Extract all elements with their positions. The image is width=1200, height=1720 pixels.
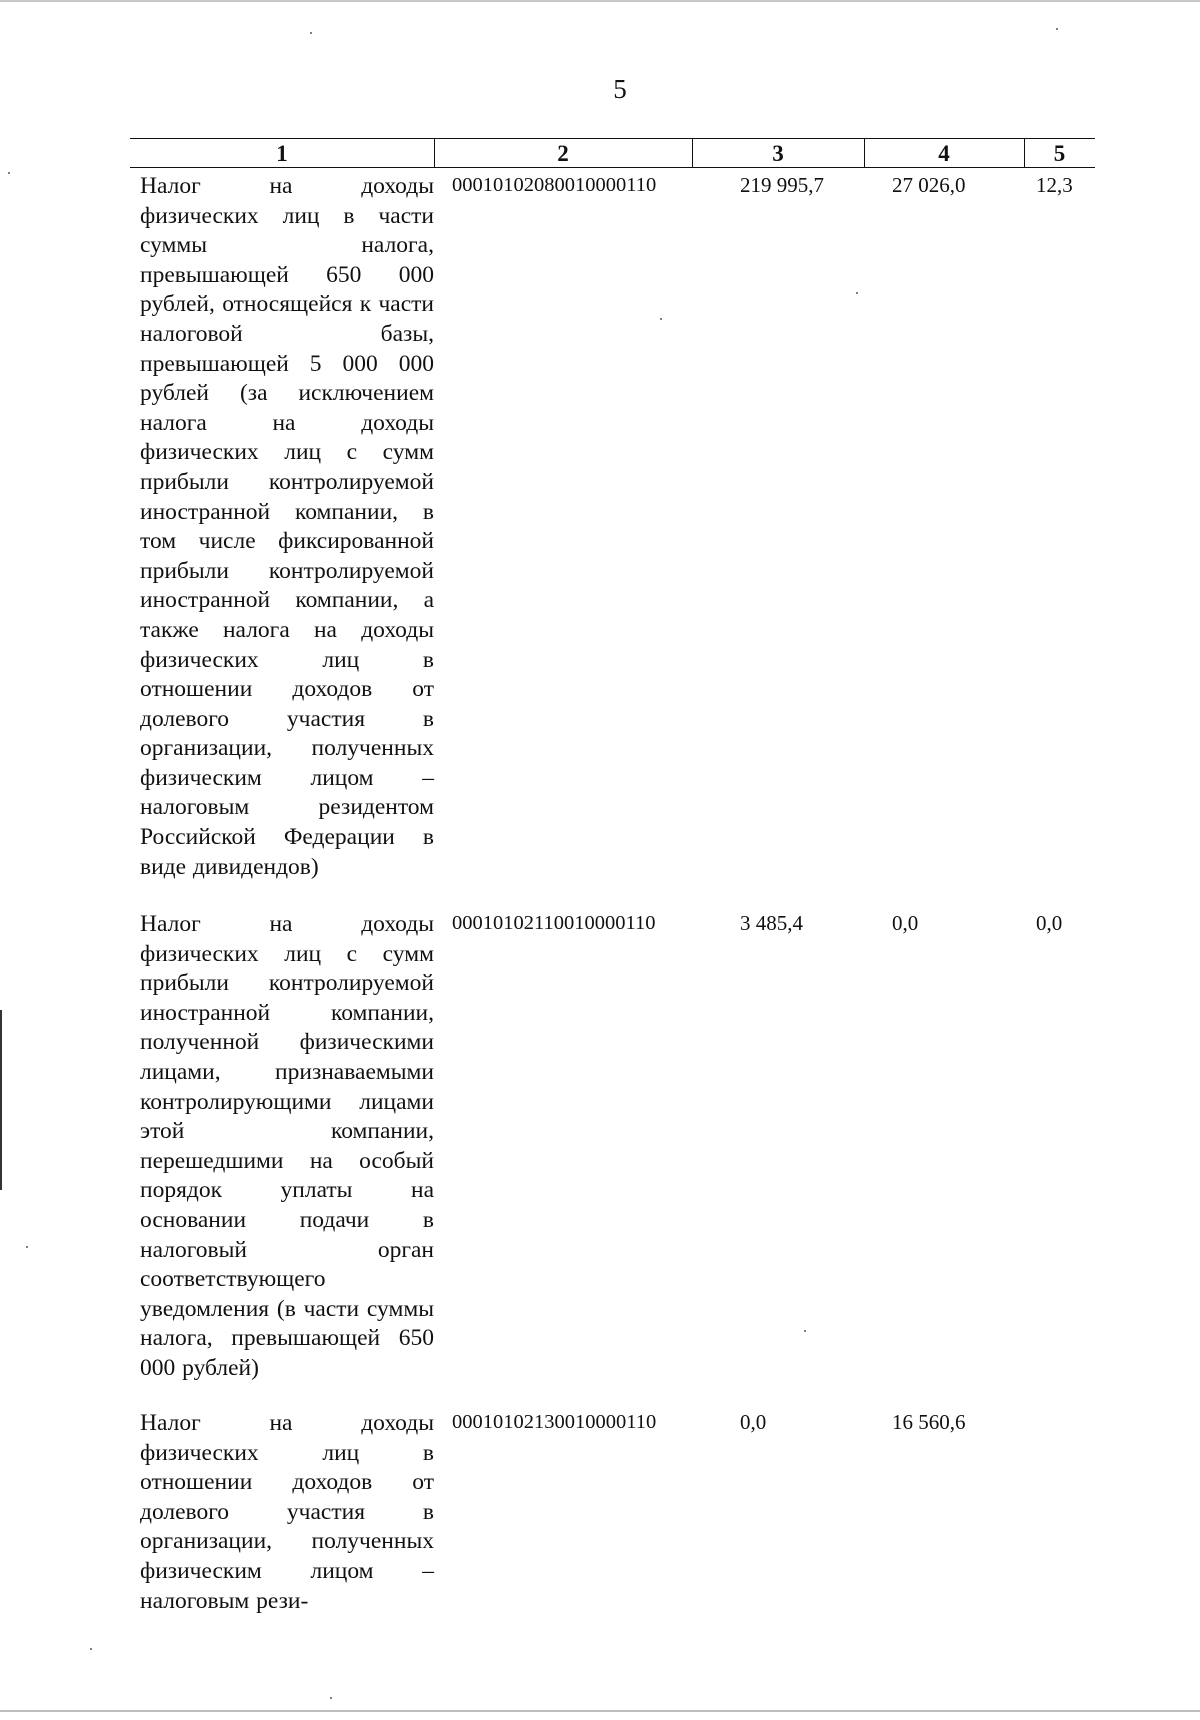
row-value-col5: 12,3 (1036, 173, 1073, 197)
row-name: Налог на доходы физических лиц в части суммы налога, превышающей 650 000 рублей, относящейся к части налоговой базы, превышающей 5 000 000 рублей (за исключением налога на доходы физических лиц с сумм прибыли контролируемой иностранной компании, в том числе фиксированной прибыли контролируемой иностранной компании, а также налога на доходы физических лиц в отношении доходов от долевого участия в организации, полученных физическим лицом – налоговым резидентом Российской Федерации в виде дивидендов) (140, 173, 434, 880)
scan-speck (8, 172, 10, 174)
row-value-col5: 0,0 (1036, 911, 1063, 935)
column-header-3: 3 (692, 139, 865, 167)
row-code: 00010102130010000110 (452, 1411, 657, 1433)
scan-speck (1056, 28, 1058, 30)
row-value-col4: 0,0 (892, 911, 919, 935)
scan-speck (660, 318, 662, 320)
scan-edge-mark (0, 1010, 2, 1190)
scan-speck (90, 1648, 92, 1650)
scan-speck (856, 292, 858, 294)
row-value-col3: 219 995,7 (740, 173, 824, 197)
scan-speck (804, 1330, 806, 1332)
scan-bottom-edge (0, 1710, 1200, 1712)
table-header (130, 138, 1095, 168)
column-header-5: 5 (1053, 141, 1066, 166)
row-value-col3: 0,0 (740, 1410, 767, 1434)
scan-speck (330, 1697, 332, 1699)
row-value-col3: 3 485,4 (740, 911, 803, 935)
column-header-1: 1 (130, 139, 435, 167)
row-value-col4: 16 560,6 (892, 1410, 966, 1434)
row-value-col4: 27 026,0 (892, 173, 966, 197)
row-name: Налог на доходы физических лиц в отношении доходов от долевого участия в организации, полученных физическим лицом – налоговым рези- (140, 1410, 434, 1614)
scan-speck (26, 1246, 28, 1248)
column-header-2: 2 (434, 139, 693, 167)
row-code: 00010102110010000110 (452, 912, 656, 934)
page-number: 5 (613, 74, 627, 104)
column-header-4: 4 (864, 139, 1025, 167)
page-top-edge (0, 0, 1200, 2)
row-name: Налог на доходы физических лиц с сумм прибыли контролируемой иностранной компании, полученной физическими лицами, признаваемыми контролирующими лицами этой компании, перешедшими на особый порядок уплаты на основании подачи в налоговый орган соответствующего уведомления (в части суммы налога, превышающей 650 000 рублей) (140, 911, 434, 1381)
scan-speck (310, 32, 312, 34)
row-code: 00010102080010000110 (452, 174, 657, 196)
